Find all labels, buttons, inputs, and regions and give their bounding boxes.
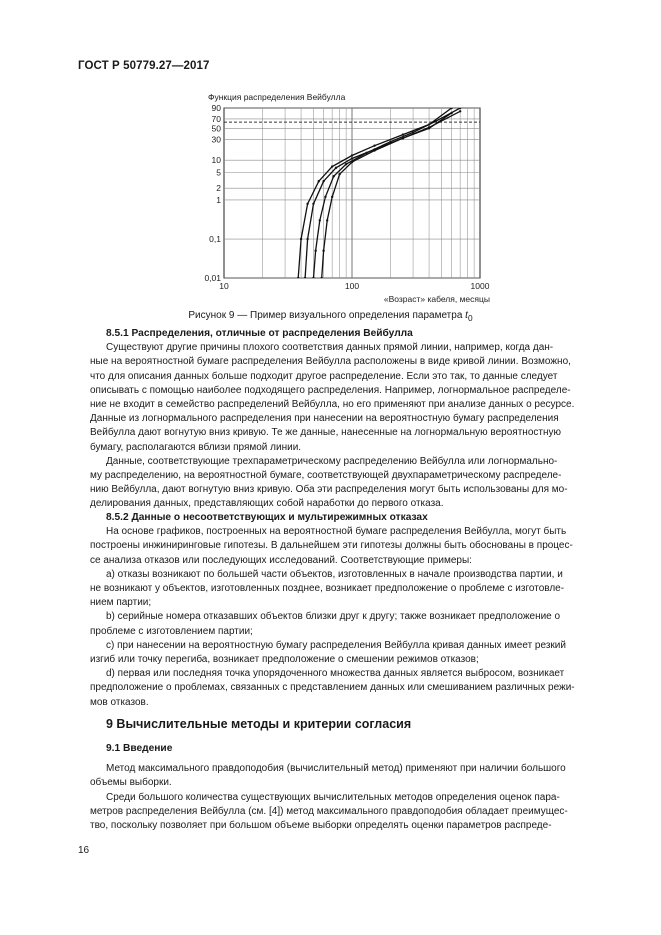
data-point: [322, 250, 324, 252]
text-line: Среди большого количества существующих вычислительных методов определения оценок пара-: [106, 791, 560, 803]
text-line: ние не входит в семейство распределений Вейбулла, но его применяют при анализе данных о ресурсе.: [90, 399, 575, 411]
figure-caption-text: Рисунок 9 — Пример визуального определения параметра: [188, 310, 466, 321]
figure-caption: [0, 310, 661, 323]
data-point: [351, 154, 353, 156]
data-point: [319, 219, 321, 221]
x-tick-label: 10: [219, 281, 229, 291]
text-line: Вейбулла дают вогнутую вниз кривую. Те же данные, нанесенные на логнормальную вероятностную: [90, 427, 561, 439]
text-line: объемы выборки.: [90, 777, 172, 789]
document-header: ГОСТ Р 50779.27—2017: [78, 60, 210, 72]
paragraph: [90, 762, 595, 790]
figure-caption-var: t: [465, 310, 468, 321]
text-line: На основе графиков, построенных на вероятностной бумаге распределения Вейбулла, могут быть: [106, 526, 567, 538]
data-point: [402, 133, 404, 135]
series-line-curve-3: [314, 108, 461, 278]
data-point: [306, 203, 308, 205]
text-line: мов отказов.: [90, 696, 149, 708]
y-tick-label: 5: [216, 167, 221, 178]
data-point: [402, 137, 404, 139]
text-line: Данные из логнормального распределения при нанесении на вероятностную бумагу распределения: [90, 413, 559, 425]
text-line: Существуют другие причины плохого соответствия данных прямой линии, например, когда дан-: [106, 342, 554, 354]
text-line: c) при нанесении на вероятностную бумагу распределения Вейбулла кривая данных имеет резкий: [106, 639, 566, 651]
data-point: [326, 219, 328, 221]
text-line: нием партии;: [90, 597, 152, 609]
paragraph: [90, 791, 595, 834]
text-line: что для описания данных больше подходит другое распределение. Если это так, то данные следует: [90, 370, 558, 382]
data-point: [331, 196, 333, 198]
y-tick-label: 0,01: [204, 273, 221, 283]
text-line: Метод максимального правдоподобия (вычислительный метод) применяют при наличии большого: [106, 763, 566, 775]
data-point: [335, 167, 337, 169]
data-point: [321, 277, 323, 279]
text-line: нию Вейбулла, дают вогнутую вниз кривую. Оба эти распределения могут быть использованы для мо-: [90, 484, 568, 496]
y-tick-label: 90: [211, 103, 221, 113]
text-line: предположение о проблемах, связанных с представлением данных или смешиванием различных режи-: [90, 682, 575, 694]
data-point: [389, 140, 391, 142]
data-point: [373, 149, 375, 151]
text-line: метров распределения Вейбулла (см. [4]) метод максимального правдоподобия обладает преимущес-: [90, 805, 568, 817]
data-point: [351, 157, 353, 159]
list-item-d: [90, 667, 595, 710]
data-point: [338, 173, 340, 175]
text-line: d) первая или последняя точка упорядоченного множества данных является выбросом, возникает: [106, 668, 565, 680]
chart-title: Функция распределения Вейбулла: [208, 92, 346, 102]
data-point: [450, 107, 452, 109]
text-line: построены инжиниринговые гипотезы. В дальнейшем эти гипотезы должны быть обоснованы в процес-: [90, 540, 573, 552]
section-8-5-2: [90, 511, 595, 710]
data-point: [304, 277, 306, 279]
text-line: бумагу, располагаются вблизи прямой линии.: [90, 441, 302, 453]
text-line: тво, поскольку позволяет при большом объеме выборки определять оценки параметров распреде-: [90, 820, 552, 832]
data-point: [345, 163, 347, 165]
y-tick-label: 2: [216, 183, 221, 194]
y-tick-label: 30: [211, 134, 221, 145]
paragraph: [90, 341, 595, 455]
y-tick-label: 0,1: [209, 234, 221, 245]
x-tick-label: 100: [344, 281, 360, 291]
text-line: a) отказы возникают по большей части объектов, изготовленных в начале производства партии, и: [106, 568, 563, 580]
data-point: [312, 203, 314, 205]
text-line: ные на вероятностной бумаге распределения Вейбулла расположены в виде кривой линии. Возможно,: [90, 356, 571, 368]
text-line: му распределению, на вероятностной бумаге, соответствующей двухпараметрическому распределе-: [90, 470, 562, 482]
series-line-curve-2: [305, 113, 452, 278]
text-line: проблеме с изготовлением партии;: [90, 625, 253, 637]
list-item-b: [90, 610, 595, 638]
section-8-5-1: [90, 327, 595, 512]
data-point: [331, 165, 333, 167]
data-point: [434, 120, 436, 122]
text-line: не возникают у объектов, изготовленных позднее, возникает предположение о проблеме с изготовле-: [90, 583, 565, 595]
data-point: [322, 180, 324, 182]
text-line: b) серийные номера отказавших объектов близки друг к другу; также возникает предположение о: [106, 611, 561, 623]
data-point: [459, 107, 461, 109]
data-point: [351, 161, 353, 163]
section-heading-9: [90, 717, 595, 731]
data-point: [459, 110, 461, 112]
section-heading: 9.1 Введение: [106, 743, 173, 754]
section-heading: 8.5.2 Данные о несоответствующих и мультирежимных отказах: [106, 512, 428, 523]
text-line: изгиб или точку перегиба, возникает предположение о смешении режимов отказов;: [90, 654, 479, 666]
x-tick-label: 1000: [470, 281, 490, 291]
series-line-curve-1: [298, 108, 451, 278]
data-point: [318, 180, 320, 182]
data-point: [306, 238, 308, 240]
text-line: делирования данных, представляющих собой наработки до первого отказа.: [90, 498, 444, 510]
paragraph: [90, 455, 595, 512]
text-line: Данные, соответствующие трехпараметрическому распределению Вейбулла или логнормально-: [106, 455, 558, 467]
y-tick-label: 1: [216, 194, 221, 205]
data-point: [333, 175, 335, 177]
data-point: [312, 277, 314, 279]
page-number: 16: [78, 845, 90, 856]
list-item-a: [90, 568, 595, 611]
data-point: [324, 196, 326, 198]
y-tick-label: 70: [211, 113, 221, 124]
data-point: [373, 144, 375, 146]
y-tick-label: 50: [211, 123, 221, 134]
section-heading: 8.5.1 Распределения, отличные от распределения Вейбулла: [106, 328, 413, 339]
section-9-1: [90, 742, 595, 833]
list-item-c: [90, 639, 595, 667]
data-point: [428, 126, 430, 128]
weibull-chart: [196, 100, 496, 305]
text-line: описывать с помощью наиболее подходящего распределения. Например, логнормальное распределе-: [90, 384, 571, 396]
data-point: [300, 238, 302, 240]
data-point: [297, 277, 299, 279]
figure-caption-sub: 0: [467, 313, 473, 323]
series-line-curve-4: [322, 111, 461, 278]
y-tick-label: 10: [211, 155, 221, 166]
chapter-title: 9 Вычислительные методы и критерии согласия: [106, 717, 412, 731]
text-line: се анализа отказов или последующих исследований. Соответствующие примеры:: [90, 554, 472, 566]
paragraph: [90, 525, 595, 568]
data-point: [314, 250, 316, 252]
x-axis-label: «Возраст» кабеля, месяцы: [383, 294, 490, 304]
